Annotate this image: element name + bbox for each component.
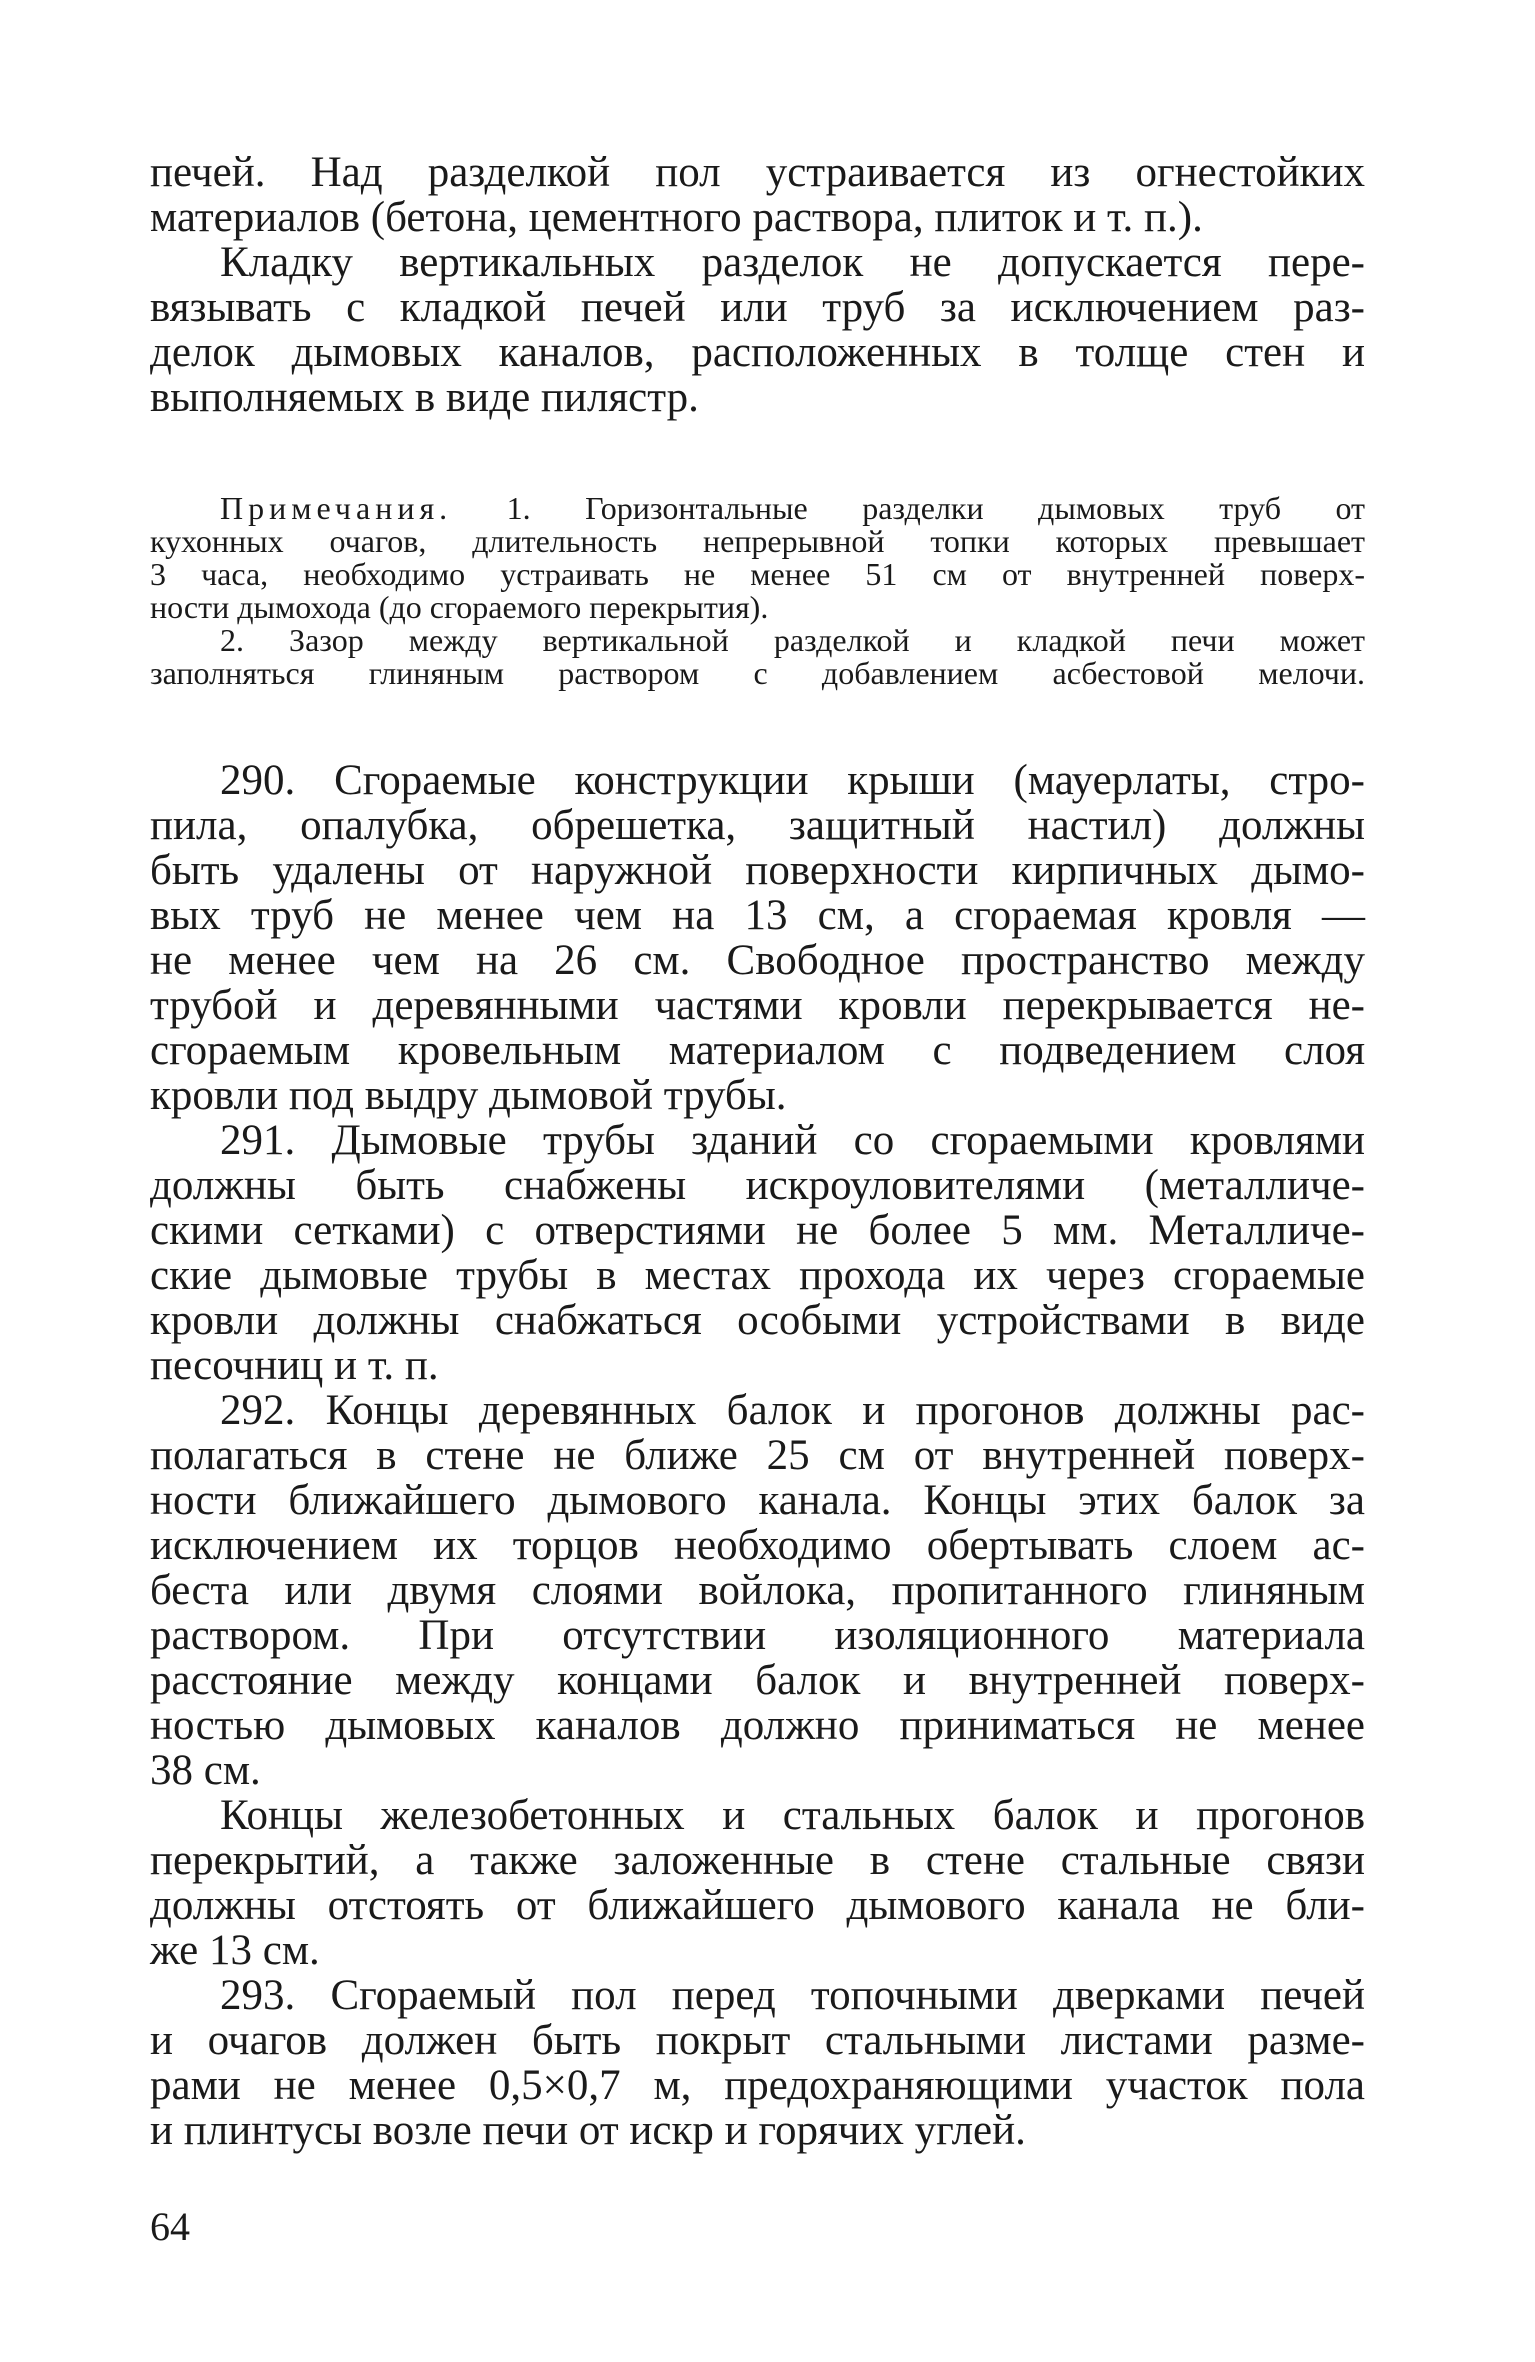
- text-line: трубой и деревянными частями кровли перекрывается не-: [150, 982, 1365, 1029]
- notes-line: 3 часа, необходимо устраивать не менее 51 см от внутренней поверх-: [150, 556, 1365, 592]
- text-line: ностью дымовых каналов должно приниматься не менее: [150, 1702, 1365, 1749]
- text-line: 292. Концы деревянных балок и прогонов должны рас-: [220, 1387, 1365, 1434]
- text-line: скими сетками) с отверстиями не более 5 мм. Металличе-: [150, 1207, 1365, 1254]
- text-line: выполняемых в виде пилястр.: [150, 374, 699, 421]
- text-line: должны быть снабжены искроуловителями (металличе-: [150, 1162, 1365, 1209]
- text-line: материалов (бетона, цементного раствора, плиток и т. п.).: [150, 194, 1203, 241]
- text-line: быть удалены от наружной поверхности кирпичных дымо-: [150, 847, 1365, 894]
- section-290: [150, 758, 1365, 1118]
- text-line: Кладку вертикальных разделок не допускается пере-: [220, 239, 1365, 286]
- notes-line: ности дымохода (до сгораемого перекрытия).: [150, 589, 769, 625]
- paragraph-vertical-cuts: [150, 240, 1365, 420]
- notes-line: кухонных очагов, длительность непрерывной топки которых превышает: [150, 523, 1365, 559]
- text-line: ские дымовые трубы в местах прохода их через сгораемые: [150, 1252, 1365, 1299]
- text-line: полагаться в стене не ближе 25 см от внутренней поверх-: [150, 1432, 1365, 1479]
- text-line: и плинтусы возле печи от искр и горячих углей.: [150, 2107, 1026, 2154]
- text-line: раствором. При отсутствии изоляционного материала: [150, 1612, 1365, 1659]
- text-line: должны отстоять от ближайшего дымового канала не бли-: [150, 1882, 1365, 1929]
- text-line: 38 см.: [150, 1747, 261, 1794]
- section-292: [150, 1388, 1365, 1793]
- text-line: расстояние между концами балок и внутренней поверх-: [150, 1657, 1365, 1704]
- text-line: рами не менее 0,5×0,7 м, предохраняющими участок пола: [150, 2062, 1365, 2109]
- paragraph-continuation: [150, 150, 1365, 240]
- text-line: ности ближайшего дымового канала. Концы этих балок за: [150, 1477, 1365, 1524]
- text-line: кровли должны снабжаться особыми устройствами в виде: [150, 1297, 1365, 1344]
- notes-line: 2. Зазор между вертикальной разделкой и кладкой печи может: [220, 622, 1365, 658]
- text-line: сгораемым кровельным материалом с подведением слоя: [150, 1027, 1365, 1074]
- text-line: не менее чем на 26 см. Свободное пространство между: [150, 937, 1365, 984]
- notes-block: [150, 492, 1365, 690]
- text-line: вых труб не менее чем на 13 см, а сгораемая кровля —: [150, 892, 1365, 939]
- text-line: печей. Над разделкой пол устраивается из огнестойких: [150, 149, 1365, 196]
- text-line: и очагов должен быть покрыт стальными листами разме-: [150, 2017, 1365, 2064]
- text-line: 291. Дымовые трубы зданий со сгораемыми кровлями: [220, 1117, 1365, 1164]
- text-line: делок дымовых каналов, расположенных в толще стен и: [150, 329, 1365, 376]
- text-line: песочниц и т. п.: [150, 1342, 439, 1389]
- section-291: [150, 1118, 1365, 1388]
- text-line: перекрытий, а также заложенные в стене стальные связи: [150, 1837, 1365, 1884]
- text-line: исключением их торцов необходимо обертывать слоем ас-: [150, 1522, 1365, 1569]
- text-line: вязывать с кладкой печей или труб за исключением раз-: [150, 284, 1365, 331]
- text-line: кровли под выдру дымовой трубы.: [150, 1072, 787, 1119]
- text-line: 290. Сгораемые конструкции крыши (мауерлаты, стро-: [220, 757, 1365, 804]
- paragraph-steel-beams: [150, 1793, 1365, 1973]
- text-line: пила, опалубка, обрешетка, защитный настил) должны: [150, 802, 1365, 849]
- page-number: 64: [150, 2204, 190, 2249]
- text-line: же 13 см.: [150, 1927, 320, 1974]
- text-line: беста или двумя слоями войлока, пропитанного глиняным: [150, 1567, 1365, 1614]
- notes-line: [150, 492, 1365, 525]
- text-line: Концы железобетонных и стальных балок и прогонов: [220, 1792, 1365, 1839]
- book-page: [150, 150, 1365, 2153]
- notes-label: Примечания.: [220, 490, 453, 526]
- notes-line: заполняться глиняным раствором с добавлением асбестовой мелочи.: [150, 655, 1365, 691]
- text-line: 293. Сгораемый пол перед топочными дверками печей: [220, 1972, 1365, 2019]
- notes-text: 1. Горизонтальные разделки дымовых труб от: [506, 490, 1366, 526]
- section-293: [150, 1973, 1365, 2153]
